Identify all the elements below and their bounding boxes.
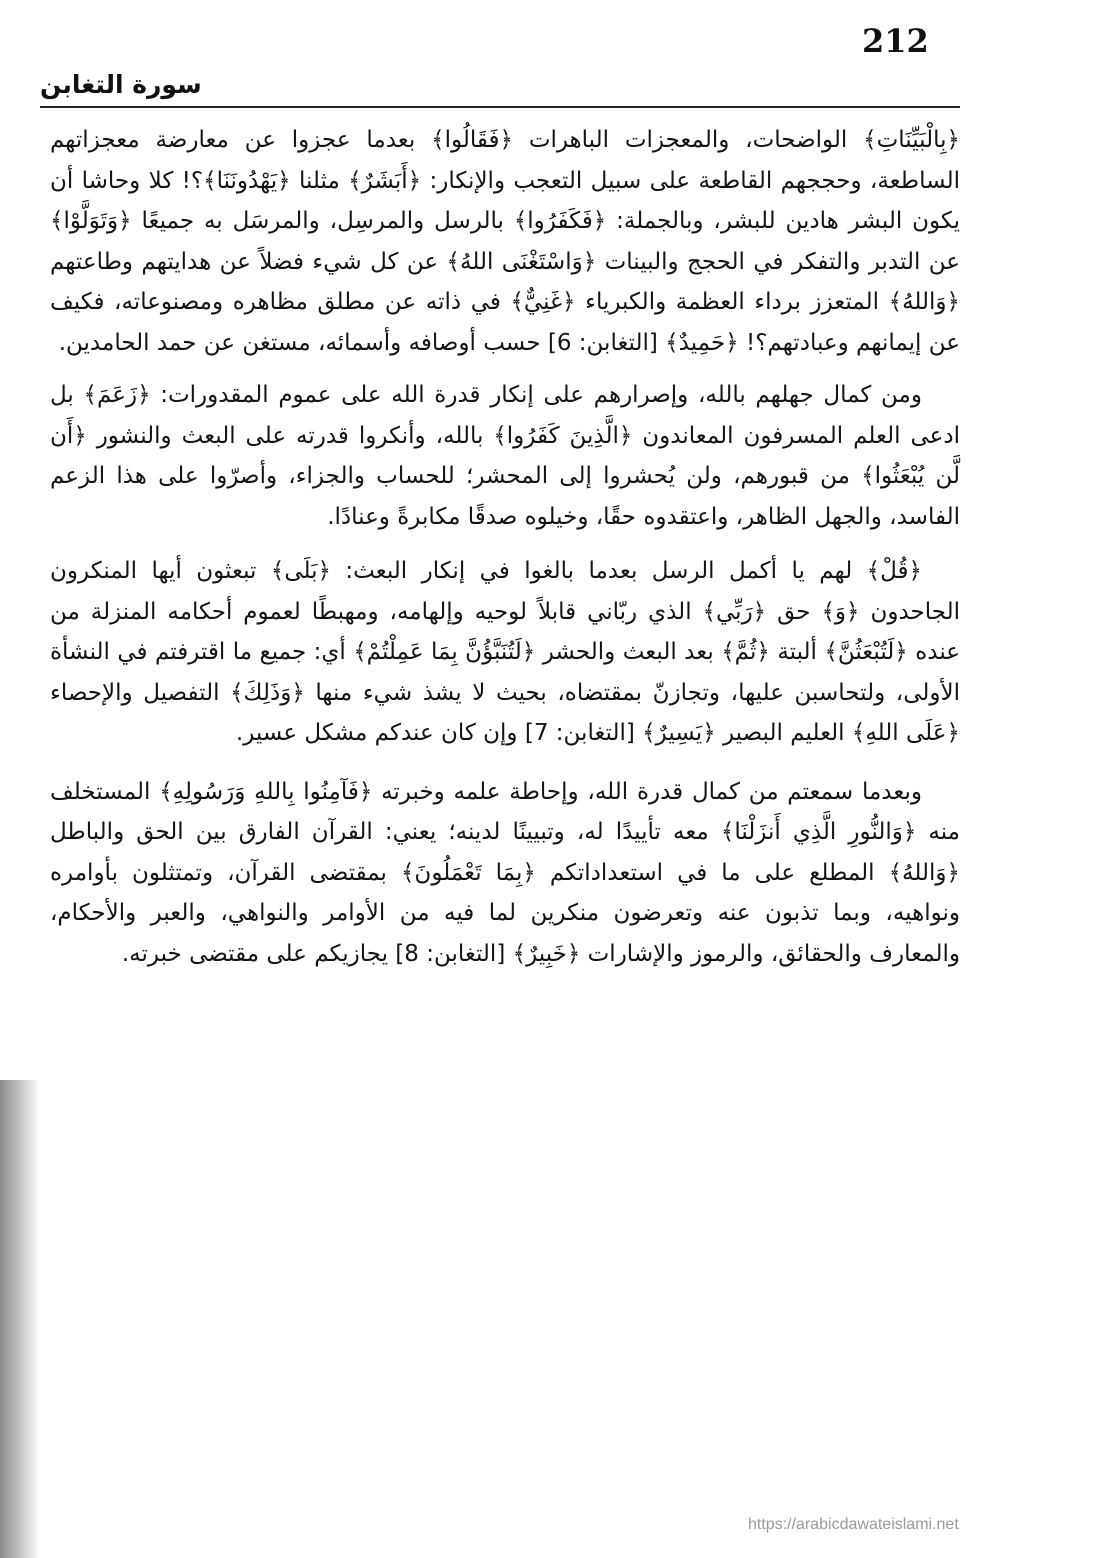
source-watermark: https://arabicdawateislami.net — [748, 1516, 959, 1533]
paragraph-3: ﴿قُلْ﴾ لهم يا أكمل الرسل بعدما بالغوا في إنكار البعث: ﴿بَلَى﴾ تبعثون أيها المنكرون الجاحدون ﴿وَ﴾ حق ﴿رَبِّي﴾ الذي ربّاني قابلاً لوحيه وإلهامه، ومهبطًا لعموم أحكامه المنزلة من عنده ﴿لَتُبْعَثُنَّ﴾ ألبتة ﴿ثُمَّ﴾ بعد البعث والحشر ﴿لَتُنَبَّؤُنَّ بِمَا عَمِلْتُمْ﴾ أي: جميع ما اقترفتم في النشأة الأولى، ولتحاسبن عليها، وتجازنّ بمقتضاه، بحيث لا يشذ شيء منها ﴿وَذَلِكَ﴾ التفصيل والإحصاء ﴿عَلَى اللهِ﴾ العليم البصير ﴿يَسِيرٌ﴾ [التغابن: 7] وإن كان عندكم مشكل عسير. — [50, 558, 960, 746]
header-divider — [40, 106, 960, 108]
surah-title: سورة التغابن — [40, 70, 202, 99]
page-body — [50, 120, 960, 974]
paragraph-1: ﴿بِالْبَيِّنَاتِ﴾ الواضحات، والمعجزات الباهرات ﴿فَقَالُوا﴾ بعدما عجزوا عن معارضة معجزاتهم الساطعة، وحججهم القاطعة على سبيل التعجب والإنكار: ﴿أَبَشَرٌ﴾ مثلنا ﴿يَهْدُونَنَا﴾؟! كلا وحاشا أن يكون البشر هادين للبشر، وبالجملة: ﴿فَكَفَرُوا﴾ بالرسل والمرسِل، والمرسَل به جميعًا ﴿وَتَوَلَّوْا﴾ عن التدبر والتفكر في الحجج والبينات ﴿وَاسْتَغْنَى اللهُ﴾ عن كل شيء فضلاً عن هدايتهم وطاعتهم ﴿وَاللهُ﴾ المتعزز برداء العظمة والكبرياء ﴿غَنِيٌّ﴾ في ذاته عن مطلق مظاهره ومصنوعاته، فكيف عن إيمانهم وعبادتهم؟! ﴿حَمِيدٌ﴾ [التغابن: 6] حسب أوصافه وأسمائه، مستغن عن حمد الحامدين. — [50, 127, 960, 356]
page-number: 212 — [862, 22, 929, 60]
paragraph-4: وبعدما سمعتم من كمال قدرة الله، وإحاطة علمه وخبرته ﴿فَآمِنُوا بِاللهِ وَرَسُولِهِ﴾ المستخلف منه ﴿وَالنُّورِ الَّذِي أَنزَلْنَا﴾ معه تأييدًا له، وتبيينًا لدينه؛ يعني: القرآن الفارق بين الحق والباطل ﴿وَاللهُ﴾ المطلع على ما في استعداداتكم ﴿بِمَا تَعْمَلُونَ﴾ بمقتضى القرآن، وتمتثلون بأوامره ونواهيه، وبما تذبون عنه وتعرضون منكرين لما فيه من الأوامر والنواهي، والعبر والأحكام، والمعارف والحقائق، والرموز والإشارات ﴿خَبِيرٌ﴾ [التغابن: 8] يجازيكم على مقتضى خبرته. — [50, 778, 960, 967]
scan-shadow-edge — [0, 1080, 40, 1558]
paragraph-2: ومن كمال جهلهم بالله، وإصرارهم على إنكار قدرة الله على عموم المقدورات: ﴿زَعَمَ﴾ بل ادعى العلم المسرفون المعاندون ﴿الَّذِينَ كَفَرُوا﴾ بالله، وأنكروا قدرته على البعث والنشور ﴿أَن لَّن يُبْعَثُوا﴾ من قبورهم، ولن يُحشروا إلى المحشر؛ للحساب والجزاء، وأصرّوا على هذا الزعم الفاسد، والجهل الظاهر، واعتقدوه حقًا، وخيلوه صدقًا مكابرةً وعنادًا. — [50, 382, 960, 530]
